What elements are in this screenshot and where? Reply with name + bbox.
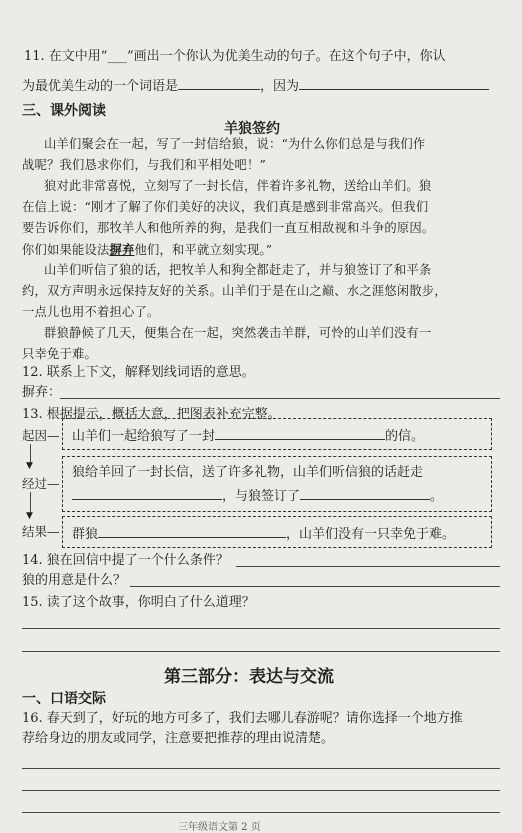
story-title: 羊狼签约: [224, 121, 280, 137]
q11-word-blank[interactable]: [178, 76, 260, 90]
story-line-6-start: 你们如果能设法: [22, 243, 110, 257]
story-line-5: 要告诉你们，那牧羊人和他所养的狗，是我们一直互相敌视和斗争的原因。: [22, 221, 435, 235]
process-blank-2[interactable]: [300, 486, 430, 500]
q12-answer-line[interactable]: [60, 398, 500, 399]
cause-text: 山羊们一起给狼写了一封 的信。: [72, 426, 424, 446]
cause-blank[interactable]: [215, 426, 385, 440]
flow-label-process: 经过—: [22, 476, 60, 491]
story-line-7: 山羊们听信了狼的话，把牧羊人和狗全都赶走了，并与狼签订了和平条: [44, 263, 432, 277]
q11-reason-blank[interactable]: [299, 76, 489, 90]
q11-line2: [22, 76, 489, 96]
q11-line2-prefix: 为最优美生动的一个词语是: [22, 79, 179, 94]
q11-line1: 11. 在文中用“___”画出一个你认为优美生动的句子。在这个句子中，你认: [24, 49, 446, 64]
flow-arrow-down-icon: ▼: [26, 511, 33, 521]
q12-answer-label: 摒弃：: [22, 385, 62, 400]
q16-answer-line-2[interactable]: [22, 790, 500, 791]
story-line-6-end: 他们，和平就立刻实现。”: [134, 243, 273, 257]
q15-text: 15. 读了这个故事，你明白了什么道理？: [22, 595, 255, 610]
oral-section-title: 一、口语交际: [22, 691, 106, 707]
part3-title: 第三部分：表达与交流: [164, 667, 334, 687]
q13-text: 13. 根据提示，概括大意，把图表补充完整。: [22, 407, 281, 422]
q16-line1: 16. 春天到了，好玩的地方可多了，我们去哪儿春游呢？请你选择一个地方推: [22, 711, 463, 726]
process-line-1: 狼给羊回了一封长信，送了许多礼物，山羊们听信狼的话赶走: [72, 465, 424, 480]
process-line-2: ，与狼签订了 。: [72, 486, 443, 506]
flow-label-cause: 起因—: [22, 428, 60, 443]
story-line-2: 战呢？我们恳求你们，与我们和平相处吧！”: [22, 158, 266, 172]
story-line-3: 狼对此非常喜悦，立刻写了一封长信，伴着许多礼物，送给山羊们。狼: [44, 179, 432, 193]
process-blank-1[interactable]: [72, 486, 222, 500]
q16-answer-line-1[interactable]: [22, 768, 500, 769]
section-title-reading: 三、课外阅读: [22, 103, 106, 119]
result-blank[interactable]: [98, 524, 286, 538]
page-footer: 三年级语文第 2 页: [178, 822, 261, 833]
story-line-11: 只幸免于难。: [22, 347, 97, 361]
result-text: 群狼 ，山羊们没有一只幸免于难。: [72, 524, 455, 544]
q14-text: 14. 狼在回信中提了一个什么条件？: [22, 553, 229, 568]
underlined-word: 摒弃: [109, 242, 135, 257]
story-line-9: 一点儿也用不着担心了。: [22, 305, 160, 319]
q16-answer-line-3[interactable]: [22, 812, 500, 813]
flow-label-result: 结果—: [22, 524, 60, 539]
q15-answer-line-2[interactable]: [22, 651, 500, 652]
story-line-8: 约，双方声明永远保持友好的关系。山羊们于是在山之巅、水之涯悠闲散步，: [22, 284, 447, 298]
q16-line2: 荐给身边的朋友或同学，注意要把推荐的理由说清楚。: [22, 731, 335, 746]
story-line-6: [22, 239, 272, 261]
story-line-4: 在信上说：“刚才了解了你们美好的决议，我们真是感到非常高兴。但我们: [22, 200, 429, 214]
q14-sub: 狼的用意是什么？: [22, 573, 127, 588]
q12-text: 12. 联系上下文，解释划线词语的意思。: [22, 365, 255, 380]
q11-line2-because: ，因为: [260, 79, 300, 94]
flow-arrow-down-icon: ▼: [26, 461, 33, 471]
story-line-10: 群狼静候了几天，便集合在一起，突然袭击羊群，可怜的山羊们没有一: [44, 326, 432, 340]
q15-answer-line-1[interactable]: [22, 628, 500, 629]
q14-answer-line[interactable]: [236, 566, 500, 567]
q14-sub-answer-line[interactable]: [130, 586, 500, 587]
story-line-1: 山羊们聚会在一起，写了一封信给狼，说：“为什么你们总是与我们作: [44, 137, 426, 151]
